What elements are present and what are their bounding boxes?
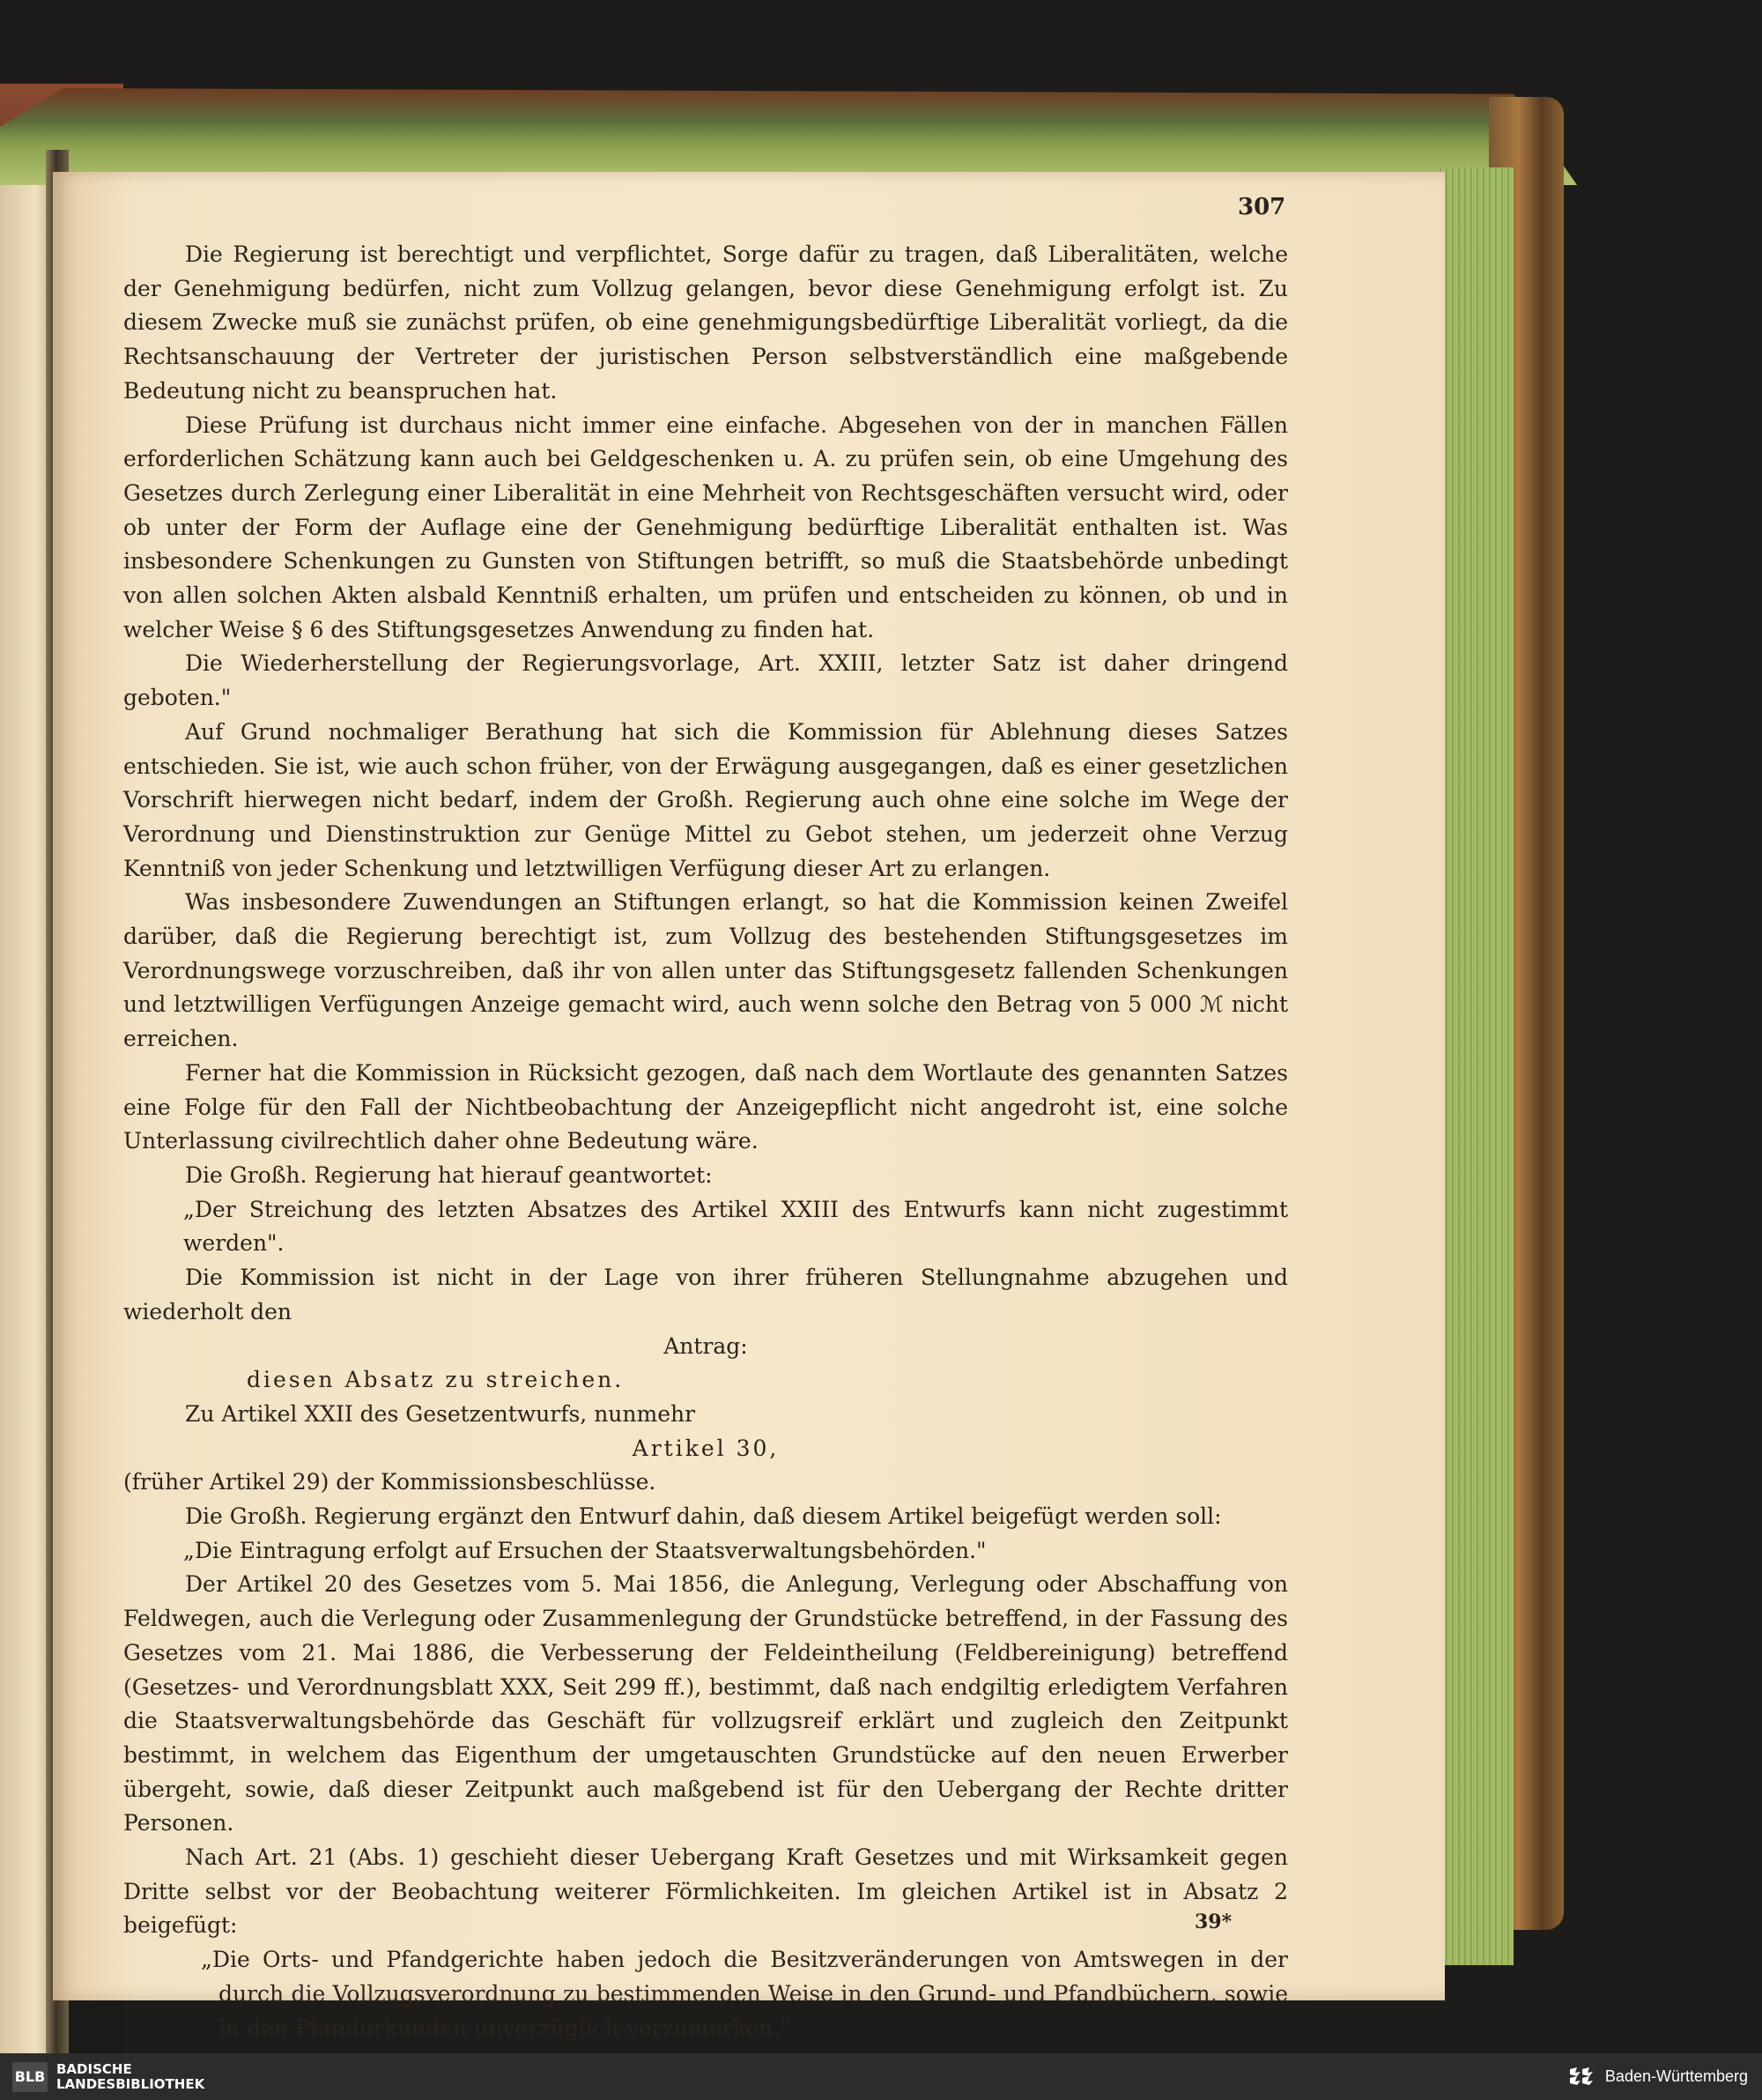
footer-bar: [0, 2053, 1762, 2100]
paragraph: Die Kommission ist nicht in der Lage von ihrer früheren Stellungnahme abzugehen und wiederholt den: [123, 1265, 1288, 1325]
article-heading: Artikel 30,: [632, 1435, 780, 1461]
library-link[interactable]: [12, 2062, 204, 2092]
paragraph: Ferner hat die Kommission in Rücksicht gezogen, daß nach dem Wortlaute des genannten Satzes eine Folge für den Fall der Nichtbeobachtung der Anzeigepflicht nicht angedroht ist, eine solche Unterlassung civilrechtlich daher ohne Bedeutung wäre.: [123, 1059, 1288, 1154]
blb-logo-icon: BLB: [12, 2062, 48, 2092]
paragraph: Die Wiederherstellung der Regierungsvorlage, Art. XXIII, letzter Satz ist daher dringend geboten.": [123, 650, 1288, 711]
library-name: [56, 2062, 204, 2092]
signature-mark: 39*: [1195, 1911, 1233, 1933]
state-name: Baden-Württemberg: [1604, 2067, 1748, 2085]
state-lions-icon: [1566, 2062, 1596, 2092]
paragraph: Zu Artikel XXII des Gesetzentwurfs, nunmehr: [185, 1400, 696, 1427]
paragraph: Diese Prüfung ist durchaus nicht immer eine einfache. Abgesehen von der in manchen Fällen erforderlichen Schätzung kann auch bei Geldgeschenken u. A. zu prüfen sein, ob eine Umgehung des Gesetzes durch Zerlegung einer Liberalität in eine Mehrheit von Rechtsgeschäften versucht wird, oder ob unter der Form der Auflage eine der Genehmigung bedürftige Liberalität enthalten ist. Was insbesondere Schenkungen zu Gunsten von Stiftungen betrifft, so muß die Staatsbehörde unbedingt von allen solchen Akten alsbald Kenntniß erhalten, um prüfen und entscheiden zu können, ob und in welcher Weise § 6 des Stiftungsgesetzes Anwendung zu finden hat.: [123, 412, 1288, 642]
state-link[interactable]: [1566, 2062, 1748, 2092]
paragraph: Nach Art. 21 (Abs. 1) geschieht dieser Uebergang Kraft Gesetzes und mit Wirksamkeit gegen Dritte selbst vor der Beobachtung weiterer Förmlichkeiten. Im gleichen Artikel ist in Absatz 2 beigefügt:: [123, 1844, 1288, 1939]
quoted-statement: „Der Streichung des letzten Absatzes des Artikel XXIII des Entwurfs kann nicht zugestimmt werden".: [183, 1196, 1288, 1257]
paragraph: Auf Grund nochmaliger Berathung hat sich die Kommission für Ablehnung dieses Satzes entschieden. Sie ist, wie auch schon früher, von der Erwägung ausgegangen, daß es einer gesetzlichen Vorschrift hierwegen nicht bedarf, indem der Großh. Regierung auch ohne eine solche im Wege der Verordnung und Dienstinstruktion zur Genüge Mittel zu Gebot stehen, um jederzeit ohne Verzug Kenntniß von jeder Schenkung und letztwilligen Verfügung dieser Art zu erlangen.: [123, 718, 1288, 881]
paragraph: (früher Artikel 29) der Kommissionsbeschlüsse.: [123, 1469, 656, 1495]
motion-text: diesen Absatz zu streichen.: [247, 1367, 625, 1393]
library-name-line1: BADISCHE: [56, 2060, 132, 2077]
left-page-edge: [0, 167, 51, 2053]
quoted-statement: „Die Orts- und Pfandgerichte haben jedoch die Besitzveränderungen von Amtswegen in der durch die Vollzugsverordnung zu bestimmenden Weise in den Grund- und Pfandbüchern, sowie in den Pfandurkunden unverzüglich vorzumerken.": [201, 1947, 1288, 2041]
motion-heading: Antrag:: [663, 1332, 748, 1359]
page-number: 307: [1238, 194, 1286, 220]
top-page-edges: [0, 88, 1577, 185]
paragraph: Die Regierung ist berechtigt und verpflichtet, Sorge dafür zu tragen, daß Liberalitäten, welche der Genehmigung bedürfen, nicht zum Vollzug gelangen, bevor diese Genehmigung erfolgt ist. Zu diesem Zwecke muß sie zunächst prüfen, ob eine genehmigungsbedürftige Liberalität vorliegt, da die Rechtsanschauung der Vertreter der juristischen Person selbstverständlich eine maßgebende Bedeutung nicht zu beanspruchen hat.: [123, 241, 1288, 404]
library-name-line2: LANDESBIBLIOTHEK: [56, 2075, 205, 2092]
paragraph: Der Artikel 20 des Gesetzes vom 5. Mai 1856, die Anlegung, Verlegung oder Abschaffung von Feldwegen, auch die Verlegung oder Zusammenlegung der Grundstücke betreffend, in der Fassung des Gesetzes vom 21. Mai 1886, die Verbesserung der Feldeintheilung (Feldbereinigung) betreffend (Gesetzes- und Verordnungsblatt XXX, Seit 299 ff.), bestimmt, daß nach endgiltig erledigtem Verfahren die Staatsverwaltungsbehörde das Geschäft für vollzugsreif erklärt und zugleich den Zeitpunkt bestimmt, in welchem das Eigenthum der umgetauschten Grundstücke auf den neuen Erwerber übergeht, sowie, daß dieser Zeitpunkt auch maßgebend ist für den Uebergang der Rechte dritter Personen.: [123, 1571, 1288, 1837]
fore-edge: [1436, 167, 1514, 1965]
quoted-statement: „Die Eintragung erfolgt auf Ersuchen der Staatsverwaltungsbehörden.": [183, 1537, 987, 1563]
page-body: [123, 238, 1288, 2045]
paragraph: Was insbesondere Zuwendungen an Stiftungen erlangt, so hat die Kommission keinen Zweifel darüber, daß die Regierung berechtigt ist, zum Vollzug des bestehenden Stiftungsgesetzes im Verordnungswege vorzuschreiben, daß ihr von allen unter das Stiftungsgesetz fallenden Schenkungen und letztwilligen Verfügungen Anzeige gemacht wird, auch wenn solche den Betrag von 5 000 ℳ nicht erreichen.: [123, 889, 1288, 1052]
paragraph: Die Großh. Regierung ergänzt den Entwurf dahin, daß diesem Artikel beigefügt werden soll:: [185, 1503, 1222, 1530]
paragraph: Die Großh. Regierung hat hierauf geantwortet:: [185, 1161, 713, 1188]
